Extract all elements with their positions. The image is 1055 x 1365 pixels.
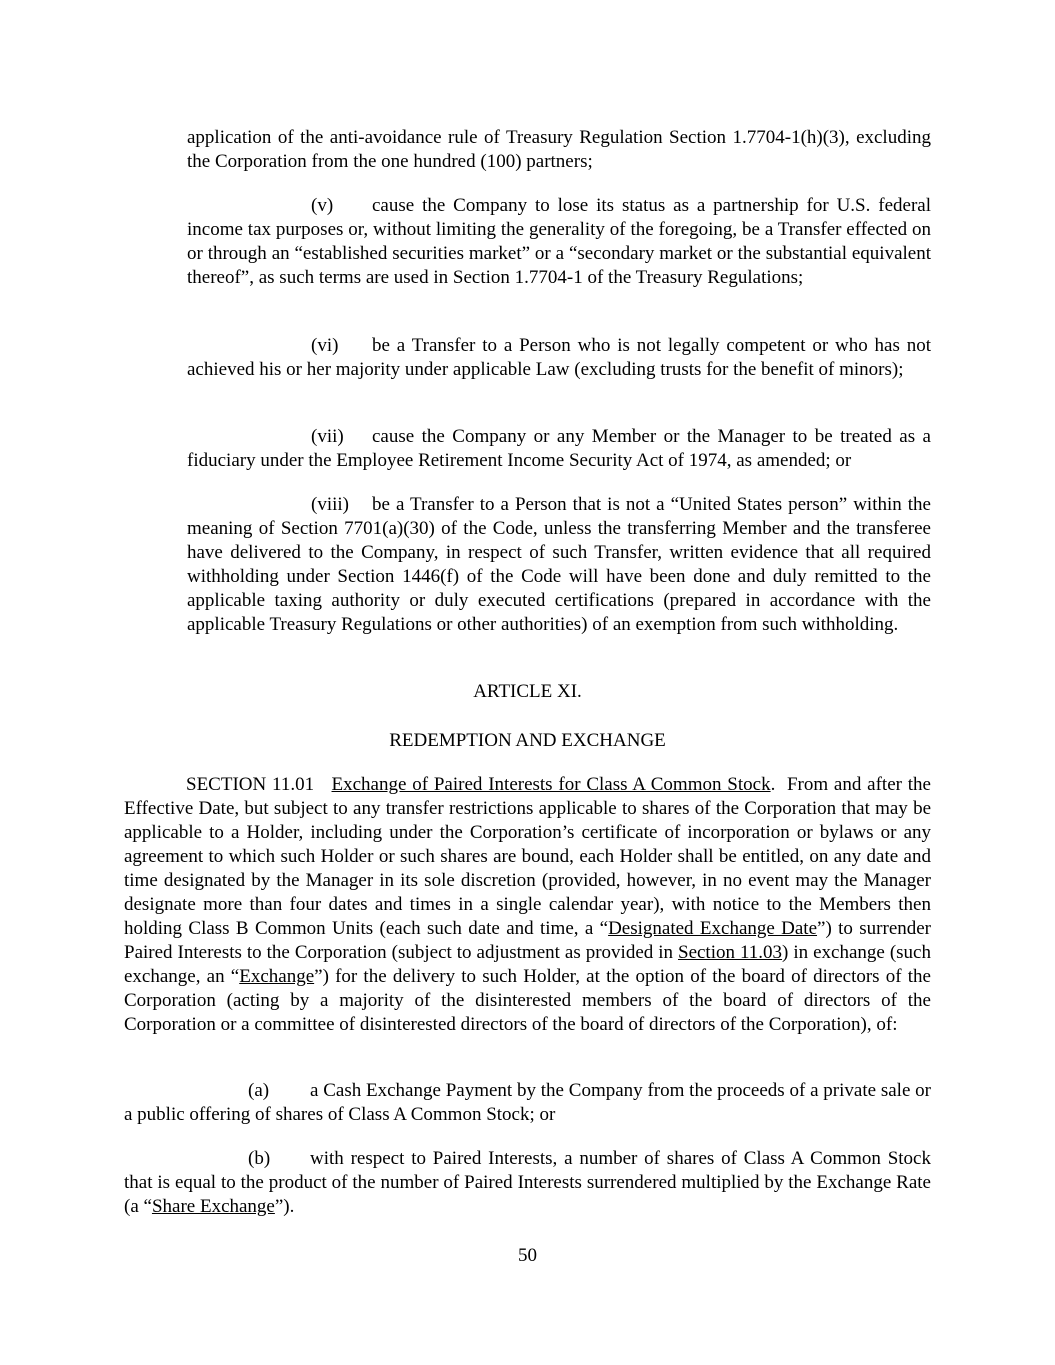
section-text: From and after the Effective Date, but subject to any transfer restrictions applicable to shares of the Corporation that may be applicable to a Holder, including under the Corporation’s certificate of incorporation or bylaws or any agreement to which such Holder or such shares are bound, each Holder shall be entitled, on any date and time designated by the Manager in its sole discretion (provided, however, in no event may the Manager designate more than four dates and times in a single calendar year), with notice to the Members then holding Class B Common Units (each such date and time, a “ <box>124 774 931 939</box>
list-item <box>187 493 931 637</box>
item-text: ”). <box>274 1196 295 1217</box>
list-item <box>187 334 931 382</box>
item-label: (v) <box>311 195 334 216</box>
item-text: cause the Company to lose its status as a partnership for U.S. federal income tax purposes or, without limiting the generality of the foregoing, be a Transfer effected on or through an “established securities market” or a “secondary market or the substantial equivalent thereof”, as such terms are used in Section 1.7704-1 of the Treasury Regulations; <box>187 195 931 288</box>
item-label: (b) <box>248 1148 271 1169</box>
cross-reference-link[interactable]: Section 11.03 <box>678 942 783 963</box>
item-text: cause the Company or any Member or the Manager to be treated as a fiduciary under the Employee Retirement Income Security Act of 1974, as amended; or <box>187 426 931 471</box>
section-text: ”) for the delivery to such Holder, at the option of the board of directors of the Corporation (acting by a majority of the disinterested members of the board of directors of the Corporation or a committee of disinterested directors of the board of directors of the Corporation), of: <box>124 966 931 1035</box>
item-label: (vi) <box>311 335 339 356</box>
defined-term: Exchange <box>239 966 315 987</box>
item-label: (viii) <box>311 494 349 515</box>
article-title: REDEMPTION AND EXCHANGE <box>389 730 666 751</box>
list-item <box>187 194 931 290</box>
continuation-paragraph: application of the anti-avoidance rule of Treasury Regulation Section 1.7704-1(h)(3), excluding the Corporation from the one hundred (100) partners; <box>187 127 931 172</box>
list-item <box>124 1147 931 1219</box>
list-item <box>124 1079 931 1127</box>
section-paragraph <box>124 773 931 1037</box>
section-heading: Exchange of Paired Interests for Class A Common Stock <box>331 774 771 795</box>
article-number: ARTICLE XI. <box>473 681 582 702</box>
list-item <box>187 425 931 473</box>
item-label: (a) <box>248 1080 270 1101</box>
section-heading-end: . <box>770 774 776 795</box>
item-text: be a Transfer to a Person who is not legally competent or who has not achieved his or her majority under applicable Law (excluding trusts for the benefit of minors); <box>187 335 931 380</box>
defined-term: Designated Exchange Date <box>608 918 818 939</box>
section-text: ”) to surrender Paired Interests to the Corporation (subject to adjustment as provided in <box>124 918 932 963</box>
defined-term: Share Exchange <box>151 1196 275 1217</box>
item-text: a Cash Exchange Payment by the Company from the proceeds of a private sale or a public offering of shares of Class A Common Stock; or <box>124 1080 931 1125</box>
item-text: with respect to Paired Interests, a number of shares of Class A Common Stock that is equal to the product of the number of Paired Interests surrendered multiplied by the Exchange Rate (a “ <box>124 1148 931 1217</box>
section-number: SECTION 11.01 <box>186 774 315 795</box>
item-label: (vii) <box>311 426 344 447</box>
page-number: 50 <box>518 1245 537 1266</box>
section-text: ) in exchange (such exchange, an “ <box>124 942 931 987</box>
item-text: be a Transfer to a Person that is not a “United States person” within the meaning of Section 7701(a)(30) of the Code, unless the transferring Member and the transferee have delivered to the Company, in respect of such Transfer, written evidence that all required withholding under Section 1446(f) of the Code will have been done and duly remitted to the applicable taxing authority or duly executed certifications (prepared in accordance with the applicable Treasury Regulations or other authorities) of an exemption from such withholding. <box>187 494 931 635</box>
